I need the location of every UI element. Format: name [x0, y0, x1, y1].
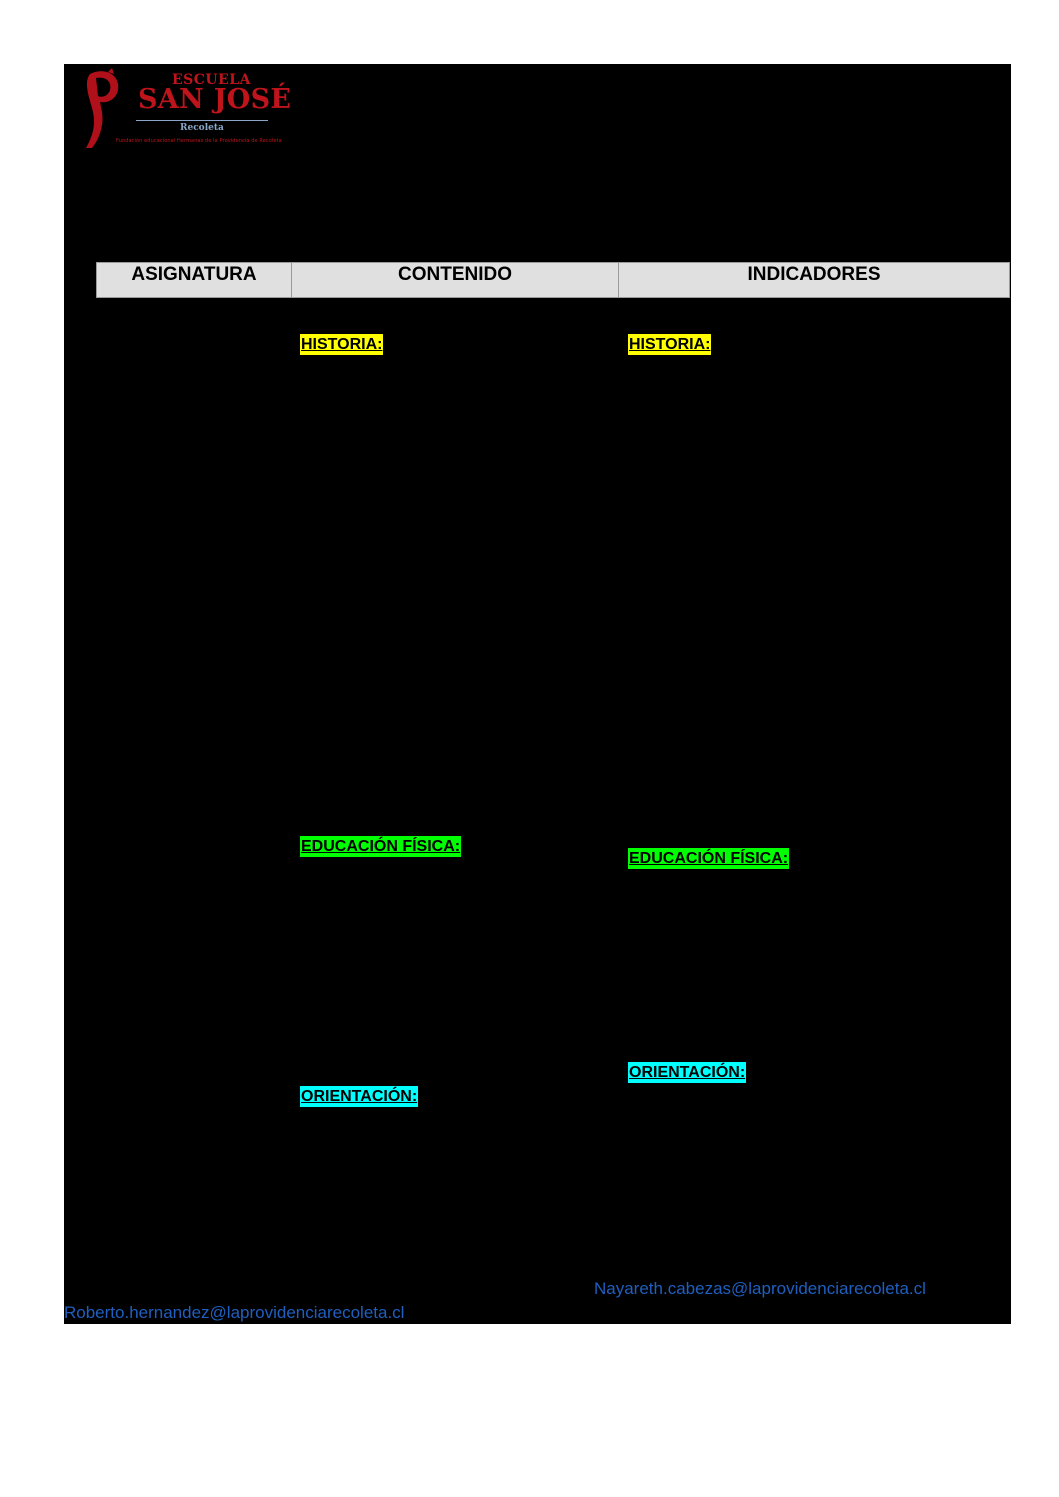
indicadores-educacion-fisica-label: EDUCACIÓN FÍSICA: [629, 850, 789, 867]
school-logo [82, 68, 302, 150]
logo-line-foundation: Fundación educacional Hermanas de la Providencia de Recoleta [116, 138, 282, 144]
logo-line-escuela: ESCUELA [172, 72, 252, 88]
contenido-orientacion-label: ORIENTACIÓN: [301, 1088, 418, 1105]
indicadores-historia-label: HISTORIA: [629, 336, 711, 353]
document-page [64, 64, 1011, 1324]
email-link-nayareth[interactable]: Nayareth.cabezas@laprovidenciarecoleta.cl [594, 1279, 926, 1298]
logo-divider [136, 120, 268, 121]
logo-line-san-jose: SAN JOSÉ [138, 84, 292, 115]
table-header [96, 262, 1010, 298]
header-indicadores: INDICADORES [618, 263, 1010, 297]
email-link-roberto[interactable]: Roberto.hernandez@laprovidenciarecoleta.cl [64, 1303, 405, 1322]
indicadores-orientacion-label: ORIENTACIÓN: [629, 1064, 746, 1081]
header-contenido: CONTENIDO [291, 263, 618, 297]
logo-line-recoleta: Recoleta [180, 123, 224, 133]
contenido-educacion-fisica-label: EDUCACIÓN FÍSICA: [301, 838, 461, 855]
header-asignatura: ASIGNATURA [96, 263, 291, 297]
contenido-historia-label: HISTORIA: [301, 336, 383, 353]
